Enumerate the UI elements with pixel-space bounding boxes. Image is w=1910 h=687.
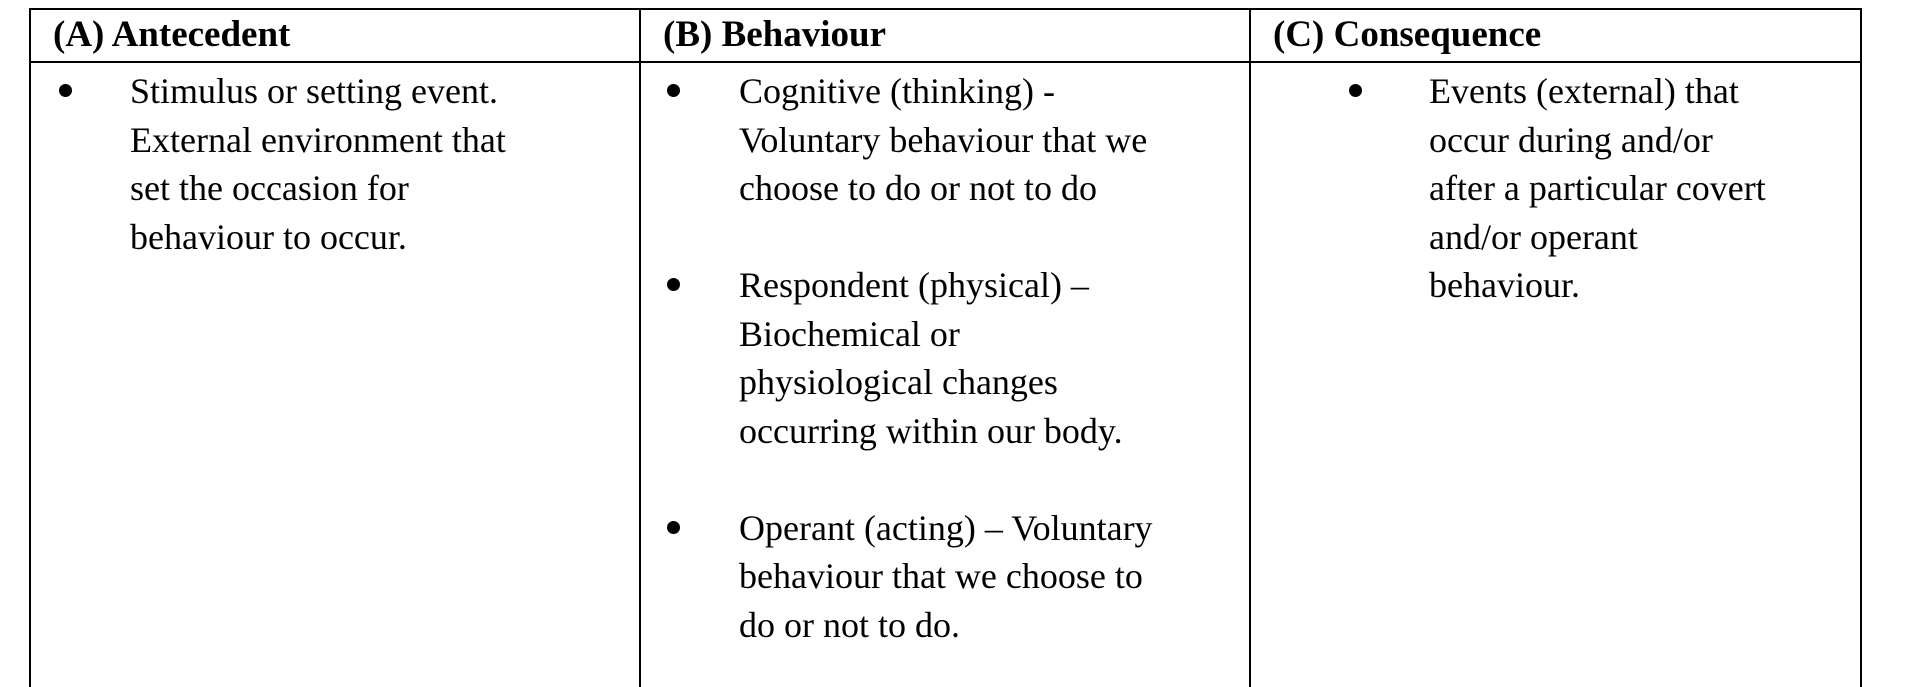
abc-model-table [29, 8, 1862, 687]
list-item-text: Events (external) that [1429, 71, 1739, 111]
bullet-icon [667, 84, 680, 97]
bullet-icon [1349, 84, 1362, 97]
list-item-text: behaviour that we choose to [739, 556, 1143, 596]
list-item-text: after a particular covert [1429, 168, 1766, 208]
list-item-text: Cognitive (thinking) - [739, 71, 1055, 111]
list-item-text: behaviour. [1429, 265, 1580, 305]
list-item-text: choose to do or not to do [739, 168, 1097, 208]
list-item [31, 67, 639, 261]
cell-consequence [1250, 62, 1861, 687]
consequence-list [1251, 67, 1860, 310]
list-item-text: and/or operant [1429, 216, 1638, 257]
antecedent-list [31, 67, 639, 261]
list-item-operant [641, 504, 1249, 650]
list-item [1251, 67, 1860, 310]
list-item-text: do or not to do. [739, 604, 960, 645]
header-antecedent: (A) Antecedent [30, 9, 640, 62]
cell-antecedent [30, 62, 640, 687]
list-item-text: Voluntary behaviour that we [739, 119, 1148, 160]
bullet-icon [667, 278, 680, 291]
bullet-icon [667, 521, 680, 534]
list-item-text: Biochemical or [739, 313, 960, 354]
list-item-text: occurring within our body. [739, 410, 1123, 451]
header-row [30, 9, 1861, 62]
behaviour-list [641, 67, 1249, 649]
header-behaviour: (B) Behaviour [640, 9, 1250, 62]
content-row [30, 62, 1861, 687]
list-item-text: physiological changes [739, 362, 1058, 402]
bullet-icon [59, 84, 72, 97]
list-item-text: Respondent (physical) – [739, 265, 1089, 305]
list-item-text: occur during and/or [1429, 119, 1713, 160]
list-item-text: Stimulus or setting event. [130, 71, 498, 111]
cell-behaviour [640, 62, 1250, 687]
list-item-respondent [641, 261, 1249, 455]
header-consequence: (C) Consequence [1250, 9, 1861, 62]
list-item-text: set the occasion for [130, 168, 409, 208]
list-item-text: External environment that [130, 119, 506, 160]
list-item-cognitive [641, 67, 1249, 213]
list-item-text: Operant (acting) – Voluntary [739, 507, 1153, 548]
list-item-text: behaviour to occur. [130, 216, 407, 257]
